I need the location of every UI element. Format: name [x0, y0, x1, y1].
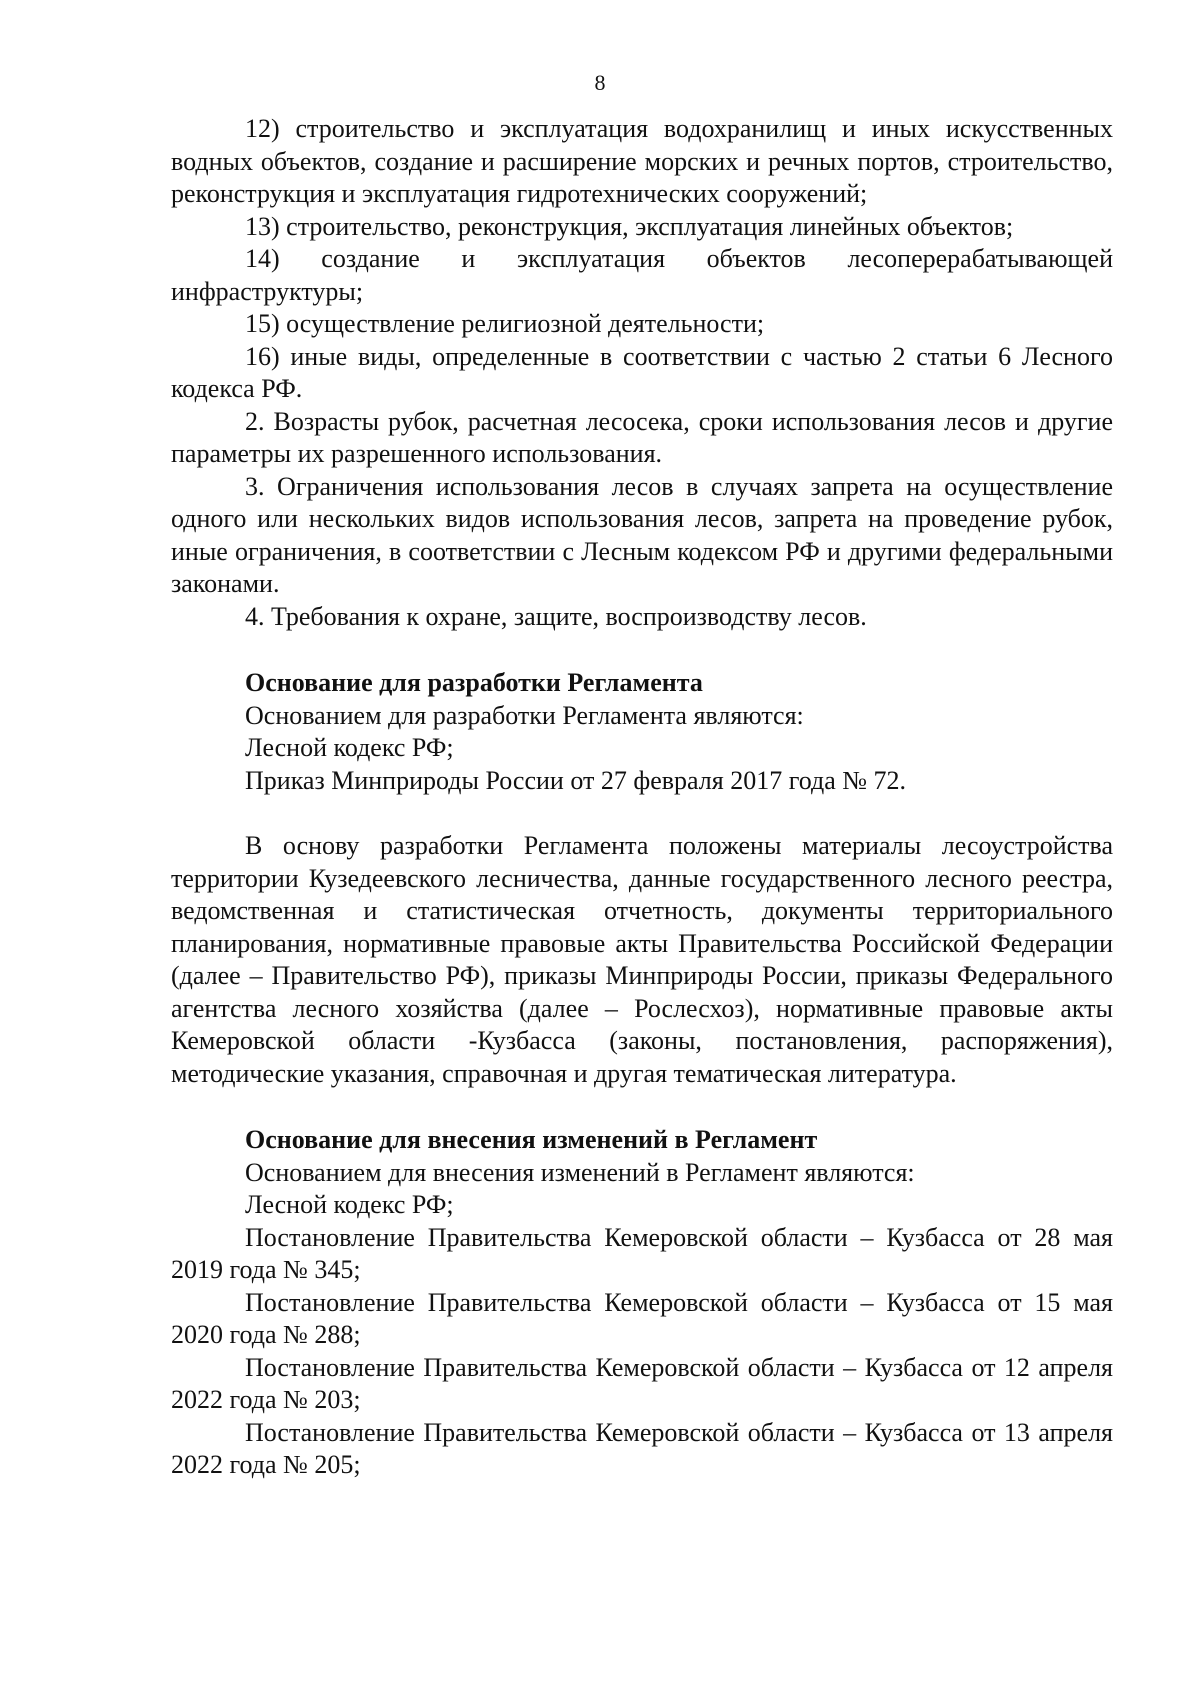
spacer: [171, 1090, 1113, 1124]
list-item-15: 15) осуществление религиозной деятельности;: [245, 309, 765, 338]
list-item-14: 14) создание и эксплуатация объектов лесоперерабатывающей инфраструктуры;: [171, 244, 1113, 306]
development-intro: Основанием для разработки Регламента являются:: [245, 700, 804, 730]
list-item-12: 12) строительство и эксплуатация водохранилищ и иных искусственных водных объектов, создание и расширение морских и речных портов, строительство, реконструкция и эксплуатация гидротехнических сооружений;: [171, 114, 1113, 208]
numbered-point-2: 2. Возрасты рубок, расчетная лесосека, сроки использования лесов и другие параметры их разрешенного использования.: [171, 406, 1113, 468]
amendments-resolution-2: Постановление Правительства Кемеровской области – Кузбасса от 15 мая 2020 года № 288;: [171, 1287, 1113, 1349]
page-content: [171, 113, 1113, 1482]
development-materials-paragraph: В основу разработки Регламента положены материалы лесоустройства территории Кузедеевского лесничества, данные государственного лесного реестра, ведомственная и статистическая отчетность, документы территориального планирования, нормативные правовые акты Правительства Российской Федерации (далее – Правительство РФ), приказы Минприроды России, приказы Федерального агентства лесного хозяйства (далее – Рослесхоз), нормативные правовые акты Кемеровской области -Кузбасса (законы, постановления, распоряжения), методические указания, справочная и другая тематическая литература.: [171, 831, 1113, 1088]
spacer: [171, 633, 1113, 667]
amendments-intro: Основанием для внесения изменений в Регламент являются:: [245, 1157, 915, 1187]
development-basis-order: Приказ Минприроды России от 27 февраля 2017 года № 72.: [245, 765, 907, 795]
amendments-resolution-4: Постановление Правительства Кемеровской области – Кузбасса от 13 апреля 2022 года № 205;: [171, 1417, 1113, 1479]
amendments-resolution-1: Постановление Правительства Кемеровской области – Кузбасса от 28 мая 2019 года № 345;: [171, 1222, 1113, 1284]
amendments-basis-forest-code: Лесной кодекс РФ;: [245, 1190, 454, 1219]
development-section-heading: Основание для разработки Регламента: [245, 668, 703, 697]
spacer: [171, 797, 1113, 830]
list-item-13: 13) строительство, реконструкция, эксплуатация линейных объектов;: [245, 211, 1014, 241]
numbered-point-3: 3. Ограничения использования лесов в случаях запрета на осуществление одного или нескольких видов использования лесов, запрета на проведение рубок, иные ограничения, в соответствии с Лесным кодексом РФ и другими федеральными законами.: [171, 471, 1113, 598]
numbered-point-4: 4. Требования к охране, защите, воспроизводству лесов.: [245, 601, 867, 631]
amendments-section-heading: Основание для внесения изменений в Регламент: [245, 1125, 818, 1154]
page-number: 8: [594, 70, 606, 95]
list-item-16: 16) иные виды, определенные в соответствии с частью 2 статьи 6 Лесного кодекса РФ.: [171, 341, 1113, 403]
amendments-resolution-3: Постановление Правительства Кемеровской области – Кузбасса от 12 апреля 2022 года № 203;: [171, 1352, 1113, 1414]
development-basis-forest-code: Лесной кодекс РФ;: [245, 733, 454, 762]
